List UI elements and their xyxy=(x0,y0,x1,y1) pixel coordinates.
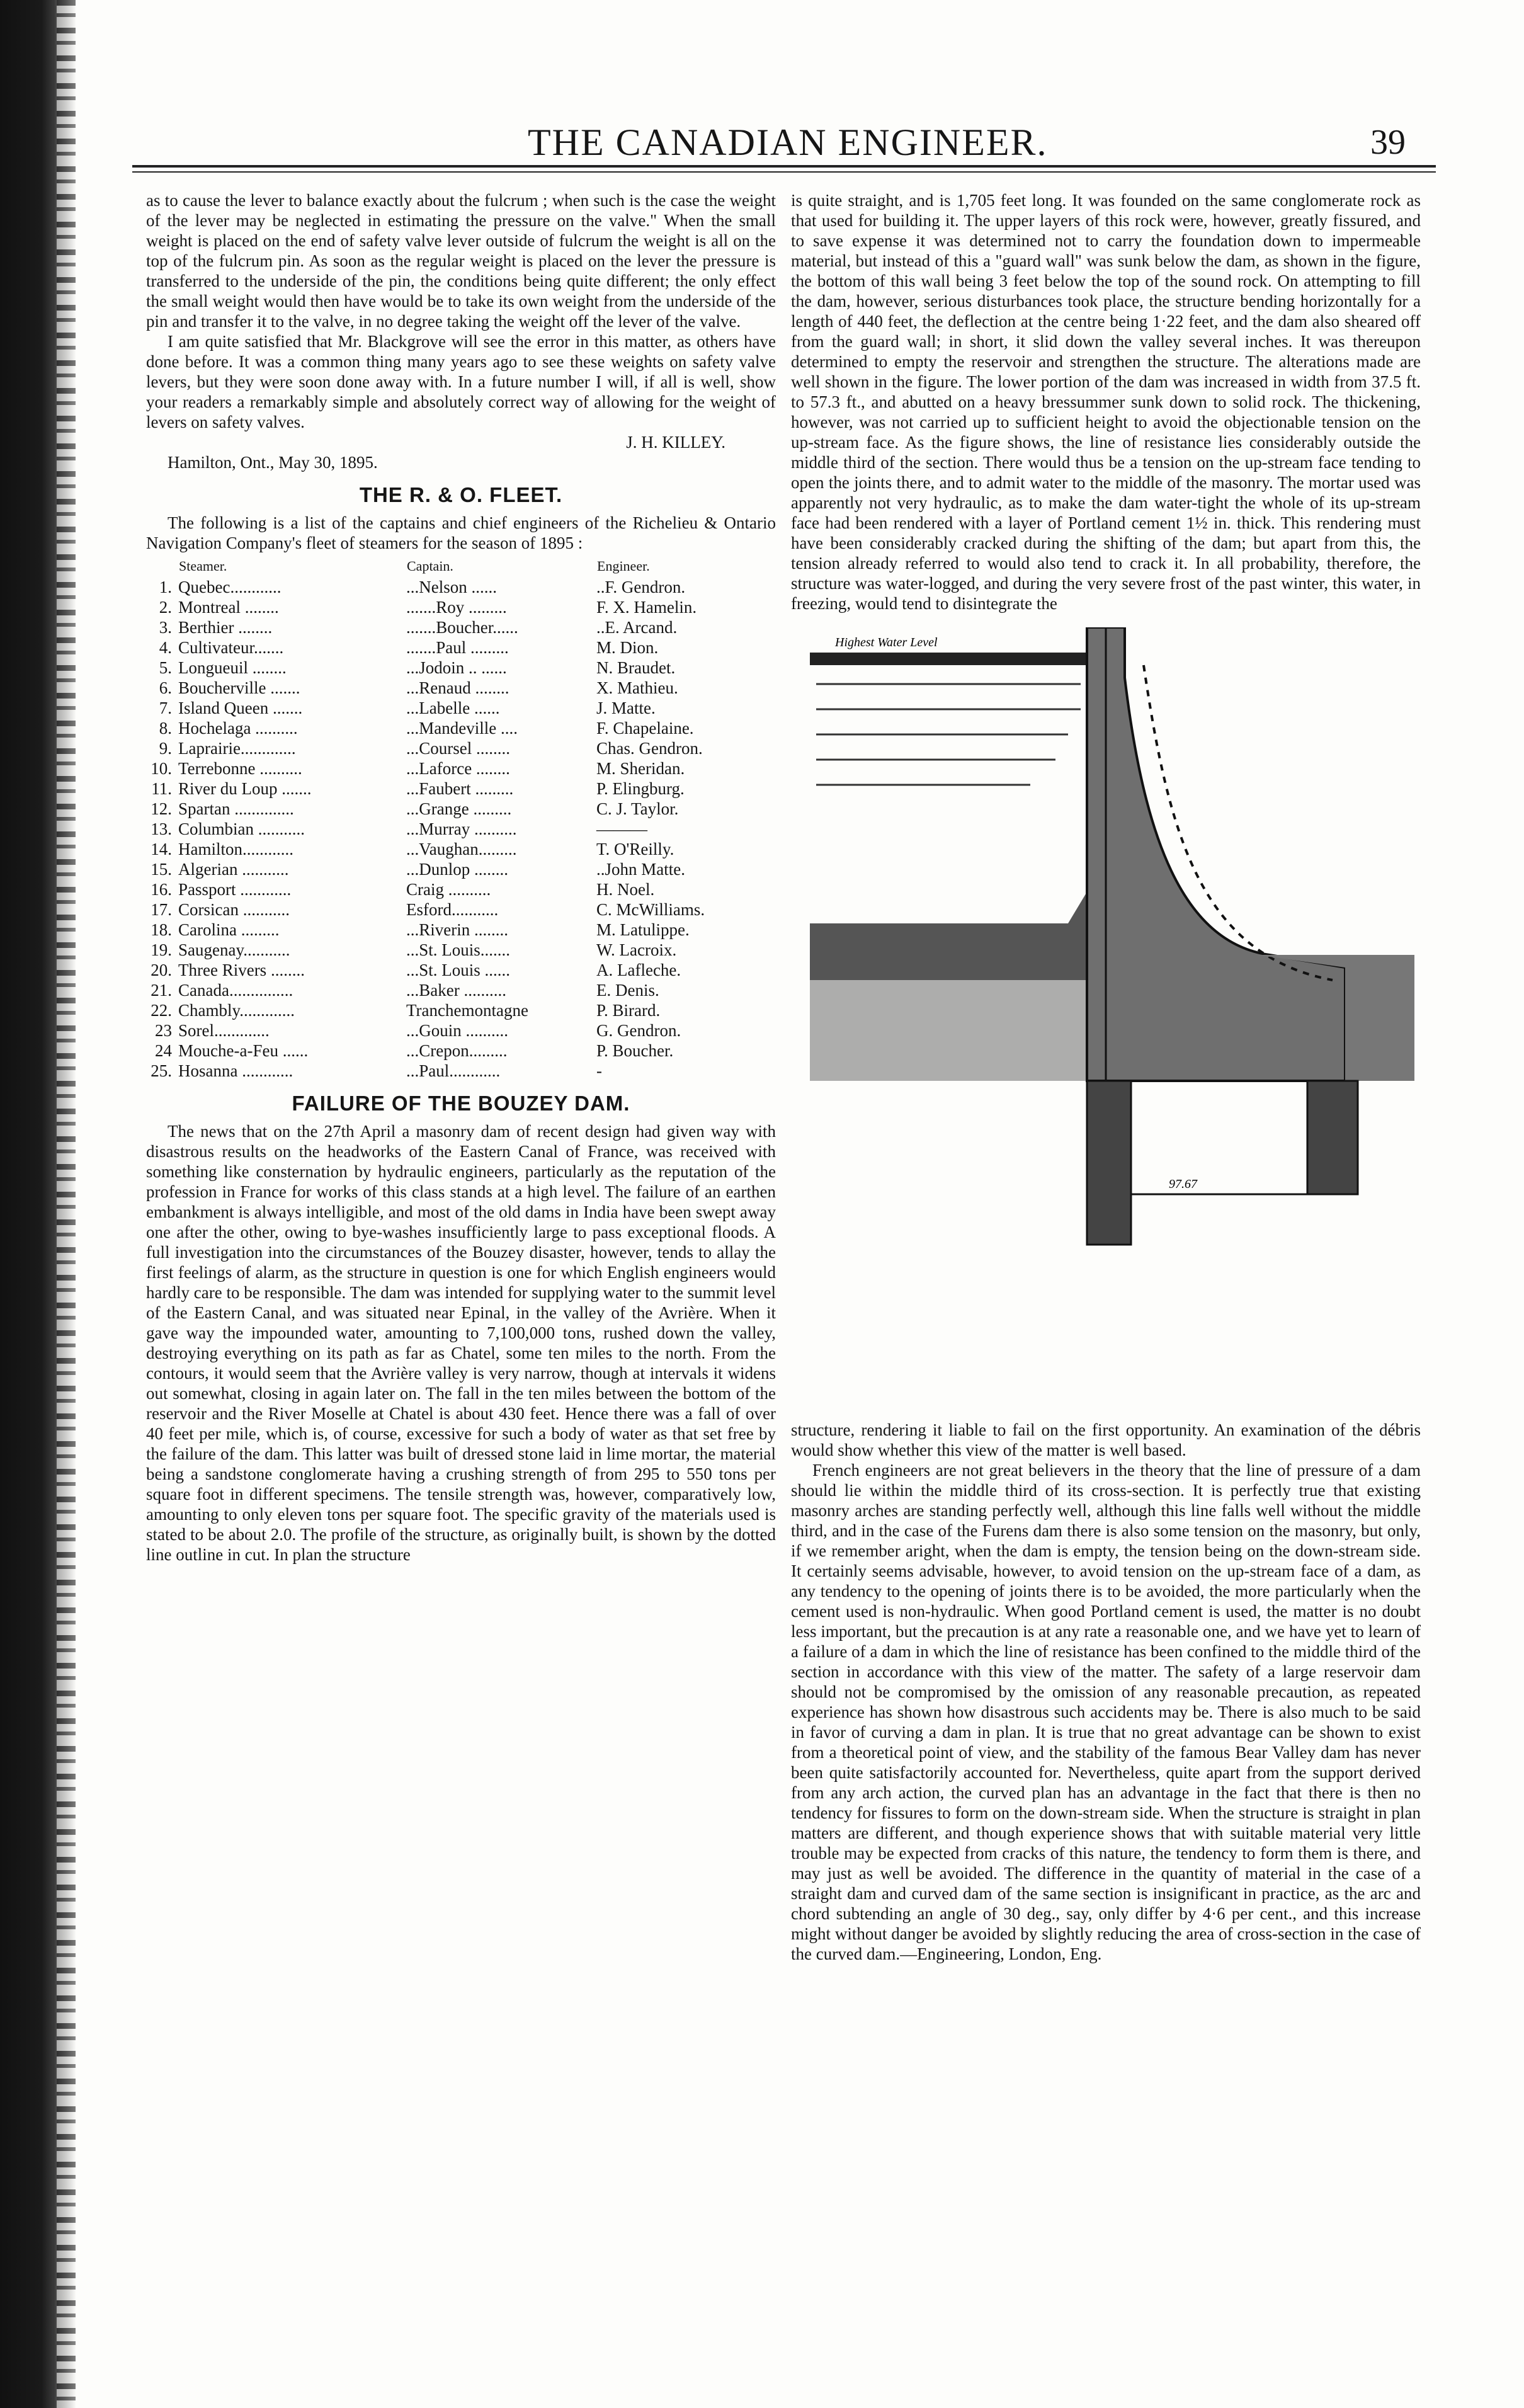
captain-column-header: Captain. xyxy=(407,558,453,574)
fleet-row-engineer: F. Chapelaine. xyxy=(596,719,694,738)
fleet-row xyxy=(146,658,776,678)
fleet-row-steamer: Columbian ........... xyxy=(178,819,305,838)
fleet-row-number: 4. xyxy=(159,638,172,657)
fleet-row-number: 13. xyxy=(151,819,172,838)
fleet-row-engineer: C. McWilliams. xyxy=(596,900,705,919)
fleet-row-number: 12. xyxy=(151,799,172,818)
fleet-row-steamer: Island Queen ....... xyxy=(178,699,303,717)
fleet-row-engineer: H. Noel. xyxy=(596,880,655,899)
fleet-row xyxy=(146,779,776,799)
fleet-table-header xyxy=(146,556,776,577)
fleet-row-number: 14. xyxy=(151,840,172,859)
fleet-row-captain: Tranchemontagne xyxy=(406,1001,528,1020)
book-binding-edge xyxy=(0,0,76,2408)
fleet-row-number: 15. xyxy=(151,860,172,879)
dam-article-continued: structure, rendering it liable to fail on the first opportunity. An examination of the débris would show whether this view of the matter is well based. xyxy=(791,1420,1421,1459)
fleet-row-captain: ...Mandeville .... xyxy=(406,719,518,738)
fleet-row-engineer: X. Mathieu. xyxy=(596,678,678,697)
fleet-row-number: 24 xyxy=(155,1041,172,1060)
fleet-row-captain: Craig .......... xyxy=(406,880,491,899)
fleet-row-number: 19. xyxy=(151,940,172,959)
fleet-row xyxy=(146,1041,776,1061)
fleet-row xyxy=(146,1000,776,1020)
fleet-row-engineer: ..F. Gendron. xyxy=(596,578,686,596)
fleet-row-number: 10. xyxy=(151,759,172,778)
fleet-row-engineer: P. Birard. xyxy=(596,1001,661,1020)
fleet-row-captain: ...St. Louis ...... xyxy=(406,961,511,979)
highest-water-level-label: Highest Water Level xyxy=(835,636,938,649)
right-column xyxy=(791,190,1421,1964)
dam-article-paragraph: The news that on the 27th April a masonry dam of recent design had given way with disastrous results on the headworks of the Eastern Canal of France, was received with something like consternation by hydraulic engineers, particularly as the reputation of the profession in France for works of this class stands at a high level. The failure of an earthen embankment is always intelligible, and most of the old dams in India have been swept away one after the other, owing to bye-washes insufficiently large to pass exceptional floods. A full investigation into the circumstances of the Bouzey disaster, however, tends to allay the first feelings of alarm, as the structure in question is one for which English engineers would hardly care to be responsible. The dam was intended for supplying water to the summit level of the Eastern Canal, and was situated near Epinal, in the valley of the Avrière. When it gave way the impounded water, amounting to 7,100,000 tons, rushed down the valley, destroying everything on its path as far as Chatel, some ten miles to the north. From the contours, it would seem that the Avrière valley is very narrow, though at intervals it widens out somewhat, closing in again later on. The fall in the ten miles between the bottom of the reservoir and the River Moselle at Chatel is about 430 feet. Hence there was a fall of over 40 feet per mile, which is, of course, excessive for such a body of water as that set free by the failure of the dam. This latter was built of dressed stone laid in lime mortar, the material being a sandstone conglomerate having a crushing strength of from 295 to 550 tons per square foot in different specimens. The tensile strength was, however, comparatively low, amounting to only eleven tons per square foot. The specific gravity of the materials used is stated to be about 2.0. The profile of the structure, as originally built, is shown by the dotted line outline in cut. In plan the structure xyxy=(146,1122,776,1564)
fleet-row-engineer: G. Gendron. xyxy=(596,1021,681,1040)
fleet-table-body xyxy=(146,577,776,1081)
fleet-row-steamer: Longueuil ........ xyxy=(178,658,287,677)
fleet-row xyxy=(146,980,776,1000)
bressummer xyxy=(1307,1081,1358,1194)
fleet-row-captain: ...Paul............ xyxy=(406,1061,501,1080)
fleet-row-number: 25. xyxy=(151,1061,172,1080)
fleet-row-captain: ...Murray .......... xyxy=(406,819,517,838)
fleet-row xyxy=(146,698,776,718)
fleet-row-number: 8. xyxy=(159,719,172,738)
fleet-row-engineer: A. Lafleche. xyxy=(596,961,681,979)
fleet-row-engineer: P. Boucher. xyxy=(596,1041,674,1060)
fleet-row-steamer: Hamilton............ xyxy=(178,840,293,859)
fleet-row-number: 6. xyxy=(159,678,172,697)
fleet-row-captain: ...Labelle ...... xyxy=(406,699,500,717)
water-surface xyxy=(810,653,1087,665)
engineer-column-header: Engineer. xyxy=(597,558,650,574)
dam-cross-section-drawing xyxy=(791,627,1421,1408)
page-number: 39 xyxy=(1370,123,1406,162)
fleet-row-steamer: Montreal ........ xyxy=(178,598,279,617)
fleet-row-engineer: ..John Matte. xyxy=(596,860,685,879)
fleet-row-captain: ...Riverin ........ xyxy=(406,920,508,939)
fleet-row xyxy=(146,1061,776,1081)
fleet-row-engineer: F. X. Hamelin. xyxy=(596,598,697,617)
fleet-row xyxy=(146,738,776,758)
upstream-rock xyxy=(810,892,1087,980)
fleet-row-steamer: Terrebonne .......... xyxy=(178,759,302,778)
journal-title: THE CANADIAN ENGINEER. xyxy=(528,122,1048,163)
fleet-row-number: 9. xyxy=(159,739,172,758)
fleet-row-engineer: W. Lacroix. xyxy=(596,940,677,959)
fleet-row-engineer: ——— xyxy=(596,819,647,838)
fleet-row-captain: ...Baker .......... xyxy=(406,981,506,1000)
fleet-row xyxy=(146,637,776,658)
fleet-row-captain: ...Coursel ........ xyxy=(406,739,510,758)
fleet-row xyxy=(146,859,776,879)
fleet-row-captain: ...Vaughan......... xyxy=(406,840,517,859)
fleet-row-engineer: J. Matte. xyxy=(596,699,656,717)
fleet-row-engineer: C. J. Taylor. xyxy=(596,799,679,818)
fleet-row-number: 21. xyxy=(151,981,172,1000)
fleet-row-engineer: E. Denis. xyxy=(596,981,659,1000)
fleet-row-steamer: Mouche-a-Feu ...... xyxy=(178,1041,309,1060)
fleet-row-captain: ...Grange ......... xyxy=(406,799,512,818)
fleet-row-engineer: M. Dion. xyxy=(596,638,659,657)
dam-heading: FAILURE OF THE BOUZEY DAM. xyxy=(292,1092,630,1115)
fleet-row xyxy=(146,758,776,779)
fleet-table xyxy=(146,556,776,1081)
fleet-row-captain: ...Renaud ........ xyxy=(406,678,509,697)
fleet-row-steamer: Hochelaga .......... xyxy=(178,719,298,738)
fleet-row xyxy=(146,819,776,839)
fleet-row-captain: ...Nelson ...... xyxy=(406,578,497,596)
fleet-row-captain: ...Laforce ........ xyxy=(406,759,510,778)
fleet-row-captain: ...St. Louis....... xyxy=(406,940,511,959)
fleet-row-steamer: River du Loup ....... xyxy=(178,779,312,798)
fleet-row-steamer: Passport ............ xyxy=(178,880,292,899)
fleet-row-steamer: Algerian ........... xyxy=(178,860,289,879)
fleet-row-captain: Esford........... xyxy=(406,900,499,919)
letter-paragraph: I am quite satisfied that Mr. Blackgrove will see the error in this matter, as others have done before. It was a common thing many years ago to see these weights on safety valve levers, but they were soon done away with. In a future number I will, if all is well, show your readers a remarkably simple and absolutely correct way of allowing for the weight of levers on safety valves. xyxy=(146,332,776,431)
fleet-row-number: 20. xyxy=(151,961,172,979)
fleet-row-steamer: Berthier ........ xyxy=(178,618,273,637)
fleet-row-steamer: Boucherville ....... xyxy=(178,678,300,697)
guard-wall xyxy=(1087,1081,1131,1245)
fleet-row xyxy=(146,899,776,920)
dam-article-continued: is quite straight, and is 1,705 feet long. It was founded on the same conglomerate rock as that used for building it. The upper layers of this rock were, however, greatly fissured, and to save expense it was determined not to carry the foundation down to impermeable material, but instead of this a "guard wall" was sunk below the dam, as shown in the figure, the bottom of this wall being 3 feet below the top of the sound rock. On attempting to fill the dam, however, serious disturbances took place, the structure bending horizontally for a length of 440 feet, the deflection at the centre being 1·22 feet, and the dam also sheared off from the guard wall; in short, it slid down the valley several inches. It was thereupon determined to empty the reservoir and strengthen the structure. The alterations made are well shown in the figure. The lower portion of the dam was increased in width from 37.5 ft. to 57.3 ft., and abutted on a heavy bressummer sunk down to solid rock. The thickening, however, was not carried up to sufficient height to avoid the objectionable tension on the up-stream face. As the figure shows, the line of resistance lies considerably outside the middle third of the section. There would thus be a tension on the up-stream face tending to open the joints there, and to admit water to the middle of the masonry. The mortar used was apparently not very hydraulic, as to make the dam water-tight the whole of its up-stream face had been rendered with a layer of Portland cement 1½ in. thick. This rendering must have been considerably cracked during the shifting of the dam; but apart from this, the tension already referred to would also tend to crack it. In all probability, therefore, the structure was water-logged, and during the very severe frost of the past winter, this water, in freezing, would tend to disintegrate the xyxy=(791,191,1421,613)
water-hatching xyxy=(816,684,1081,785)
fleet-row xyxy=(146,1020,776,1041)
fleet-row xyxy=(146,839,776,859)
fleet-row-steamer: Spartan .............. xyxy=(178,799,294,818)
fleet-row-number: 2. xyxy=(159,598,172,617)
fleet-row-captain: .......Paul ......... xyxy=(406,638,509,657)
fleet-row-captain: .......Roy ......... xyxy=(406,598,507,617)
left-column xyxy=(146,190,776,1565)
fleet-row-engineer: - xyxy=(596,1061,602,1080)
fleet-row-number: 11. xyxy=(151,779,172,798)
fleet-row-engineer: Chas. Gendron. xyxy=(596,739,703,758)
letter-paragraph: as to cause the lever to balance exactly about the fulcrum ; when such is the case the weight of the lever may be neglected in estimating the pressure on the valve." When the small weight is placed on the end of safety valve lever outside of fulcrum the weight is all on the top of the fulcrum pin. As soon as the regular weight is placed on the lever the pressure is transferred to the underside of the pin, the conditions being quite different; the only effect the small weight would then have would be to take its own weight from the underside of the pin and transfer it to the valve, in no degree taking the weight off the lever of the valve. xyxy=(146,191,776,331)
fleet-row-engineer: P. Elingburg. xyxy=(596,779,685,798)
fleet-row xyxy=(146,718,776,738)
fleet-row-engineer: N. Braudet. xyxy=(596,658,676,677)
fleet-row-steamer: Laprairie............. xyxy=(178,739,296,758)
fleet-row-steamer: Canada............... xyxy=(178,981,293,1000)
upstream-subsoil xyxy=(810,980,1087,1081)
fleet-row xyxy=(146,940,776,960)
fleet-row-captain: ...Dunlop ........ xyxy=(406,860,508,879)
fleet-row xyxy=(146,597,776,617)
dam-cross-section-figure xyxy=(791,627,1421,1408)
fleet-row-captain: ...Gouin .......... xyxy=(406,1021,508,1040)
fleet-row-steamer: Saugenay........... xyxy=(178,940,290,959)
fleet-row-steamer: Hosanna ............ xyxy=(178,1061,293,1080)
foundation-level-label: 97.67 xyxy=(1169,1177,1197,1191)
fleet-row-engineer: T. O'Reilly. xyxy=(596,840,674,859)
header-rule-thin xyxy=(132,171,1436,173)
fleet-row xyxy=(146,920,776,940)
fleet-heading: THE R. & O. FLEET. xyxy=(359,483,563,506)
fleet-row-number: 3. xyxy=(159,618,172,637)
fleet-row-number: 16. xyxy=(151,880,172,899)
fleet-row xyxy=(146,879,776,899)
fleet-row xyxy=(146,799,776,819)
fleet-row-captain: ...Jodoin .. ...... xyxy=(406,658,507,677)
fleet-row-steamer: Three Rivers ........ xyxy=(178,961,305,979)
fleet-row-steamer: Sorel............. xyxy=(178,1021,270,1040)
dam-article-paragraph: French engineers are not great believers in the theory that the line of pressure of a dam should lie within the middle third of its cross-section. It is perfectly true that existing masonry arches are standing perfectly well, although this line falls well without the middle third, and in the case of the Furens dam there is also some tension on the masonry, but only, if we remember aright, when the dam is empty, the tension being on the down-stream side. It certainly seems advisable, however, to avoid tension on the up-stream face of a dam, as any tendency to the opening of joints there is to be avoided, the more particularly when the cement used is non-hydraulic. When good Portland cement is used, the matter is no doubt less important, but the precaution is at any rate a reasonable one, and we have yet to learn of a failure of a dam in which the line of resistance has been confined to the middle third of the section in accordance with this view of the matter. The safety of a large reservoir dam should not be compromised by the omission of any reasonable precaution, as repeated experience has shown how disastrous such accidents may be. There is also much to be said in favor of curving a dam in plan. It is true that no great advantage can be shown to exist from a theoretical point of view, and the stability of the famous Bear Valley dam has never been quite satisfactorily accounted for. Nevertheless, quite apart from the support derived from any arch action, the curved plan has an advantage in the fact that there is then no tendency for fissures to form on the down-stream side. When the structure is straight in plan matters are different, and though experience shows that with suitable material very little trouble may be expected from cracks of this nature, the tendency to form them is there, and may just as well be avoided. The difference in the quantity of material in the case of a straight dam and curved dam of the same section is insignificant in practice, as the arc and chord subtending an angle of 30 deg., say, only differ by 4·6 per cent., and this increase might without danger be avoided by slightly reducing the area of cross-section in the case of the curved dam.—Engineering, London, Eng. xyxy=(791,1461,1421,1963)
fleet-intro: The following is a list of the captains and chief engineers of the Richelieu & Ontario Navigation Company's fleet of steamers for the season of 1895 : xyxy=(146,513,776,552)
fleet-row-captain: ...Faubert ......... xyxy=(406,779,514,798)
fleet-row-engineer: M. Sheridan. xyxy=(596,759,685,778)
fleet-row-engineer: M. Latulippe. xyxy=(596,920,690,939)
fleet-row-number: 5. xyxy=(159,658,172,677)
fleet-row xyxy=(146,678,776,698)
fleet-row-captain: .......Boucher...... xyxy=(406,618,518,637)
fleet-row xyxy=(146,617,776,637)
fleet-row-number: 23 xyxy=(155,1021,172,1040)
fleet-row-number: 17. xyxy=(151,900,172,919)
fleet-row xyxy=(146,960,776,980)
fleet-row-number: 1. xyxy=(159,578,172,596)
fleet-row-steamer: Carolina ......... xyxy=(178,920,280,939)
fleet-row-steamer: Cultivateur....... xyxy=(178,638,284,657)
fleet-row-number: 18. xyxy=(151,920,172,939)
dam-body xyxy=(1087,627,1345,1081)
fleet-row-steamer: Quebec............ xyxy=(178,578,281,596)
fleet-row-captain: ...Crepon......... xyxy=(406,1041,508,1060)
fleet-row-steamer: Corsican ........... xyxy=(178,900,290,919)
fleet-row-steamer: Chambly............. xyxy=(178,1001,295,1020)
steamer-column-header: Steamer. xyxy=(179,558,227,574)
letter-signature: J. H. KILLEY. xyxy=(626,433,725,452)
fleet-row-engineer: ..E. Arcand. xyxy=(596,618,678,637)
header-rule xyxy=(132,165,1436,168)
fleet-row xyxy=(146,577,776,597)
fleet-row-number: 7. xyxy=(159,699,172,717)
letter-dateline: Hamilton, Ont., May 30, 1895. xyxy=(168,453,378,472)
fleet-row-number: 22. xyxy=(151,1001,172,1020)
